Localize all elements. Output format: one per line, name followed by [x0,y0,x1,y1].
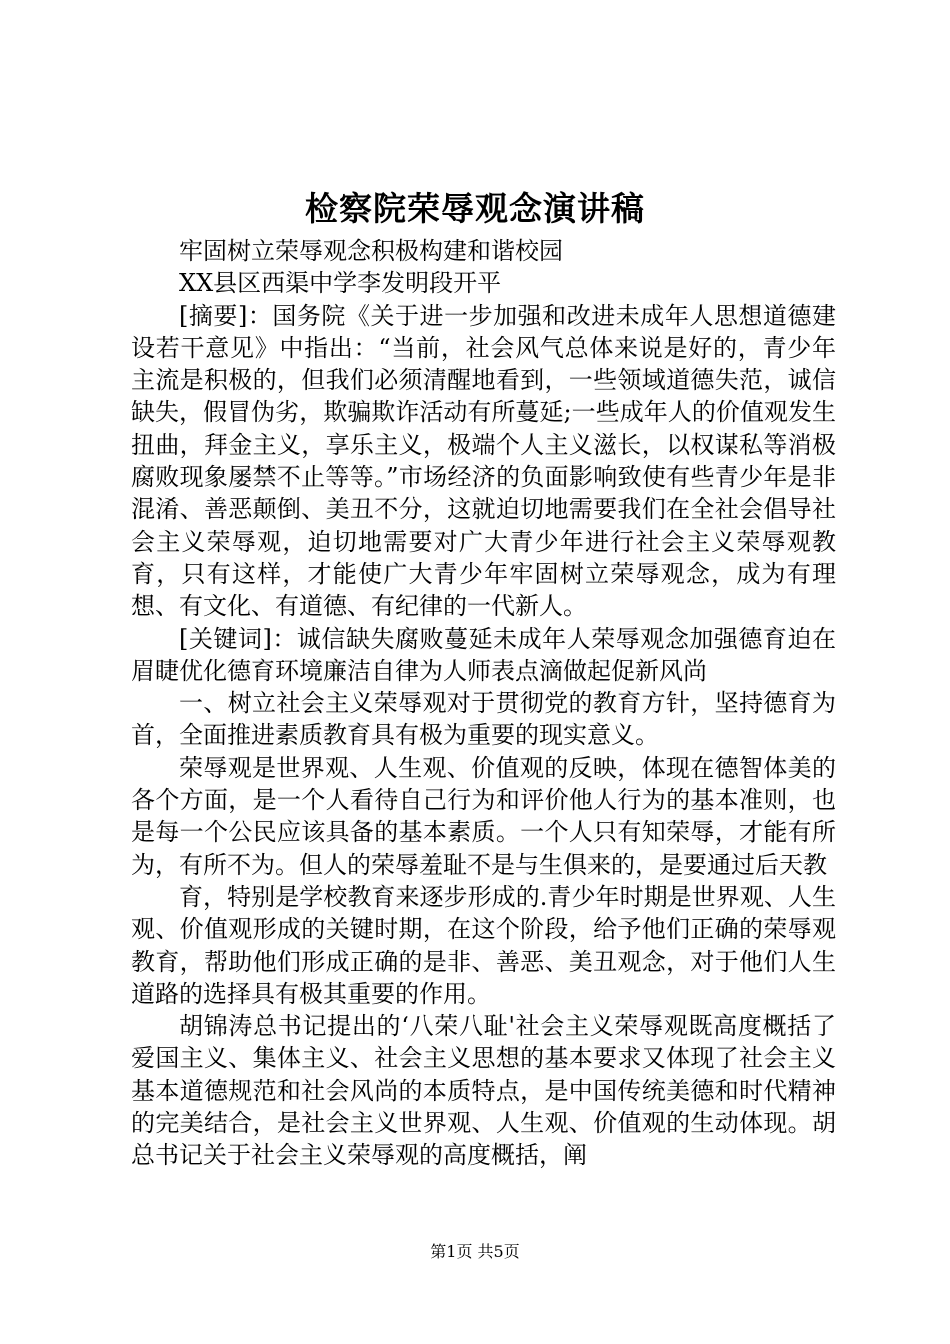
paragraph-body: 荣辱观是世界观、人生观、价值观的反映，体现在德智体美的各个方面，是一个人看待自己行为和评价他人行为的基本准则，也是每一个公民应该具备的基本素质。一个人只有知荣辱，才能有所为，有所不为。但人的荣辱羞耻不是与生俱来的，是要通过后天教 [131,753,836,879]
document-body [131,235,836,1172]
paragraph-body: 胡锦涛总书记提出的‘八荣八耻'社会主义荣辱观既高度概括了爱国主义、集体主义、社会主义思想的基本要求又体现了社会主义基本道德规范和社会风尚的本质特点，是中国传统美德和时代精神的完美结合，是社会主义世界观、人生观、价值观的生动体现。胡总书记关于社会主义荣辱观的高度概括，阐 [131,1012,836,1170]
paragraph-body: 育，特别是学校教育来逐步形成的.青少年时期是世界观、人生观、价值观形成的关键时期，在这个阶段，给予他们正确的荣辱观教育，帮助他们形成正确的是非、善恶、美丑观念，对于他们人生道路的选择具有极其重要的作用。 [131,882,836,1008]
paragraph-subtitle: 牢固树立荣辱观念积极构建和谐校园 [179,237,563,265]
page-number-footer: 第1页 共5页 [430,1242,520,1261]
paragraph-abstract: [摘要]：国务院《关于进一步加强和改进未成年人思想道德建设若干意见》中指出：“当前，社会风气总体来说是好的，青少年主流是积极的，但我们必须清醒地看到，一些领域道德失范，诚信缺失，假冒伪劣，欺骗欺诈活动有所蔓延;一些成年人的价值观发生扭曲，拜金主义，享乐主义，极端个人主义滋长，以权谋私等消极腐败现象屡禁不止等等。”市场经济的负面影响致使有些青少年是非混淆、善恶颠倒、美丑不分，这就迫切地需要我们在全社会倡导社会主义荣辱观，迫切地需要对广大青少年进行社会主义荣辱观教育，只有这样，才能使广大青少年牢固树立荣辱观念，成为有理想、有文化、有道德、有纪律的一代新人。 [131,301,836,621]
document-title: 检察院荣辱观念演讲稿 [305,189,645,228]
paragraph-keywords: [关键词]：诚信缺失腐败蔓延未成年人荣辱观念加强德育迫在眉睫优化德育环境廉洁自律为人师表点滴做起促新风尚 [131,624,836,685]
paragraph-author: XX县区西渠中学李发明段开平 [179,269,502,298]
paragraph-section-one: 一、树立社会主义荣辱观对于贯彻党的教育方针，坚持德育为首，全面推进素质教育具有极为重要的现实意义。 [131,689,836,750]
